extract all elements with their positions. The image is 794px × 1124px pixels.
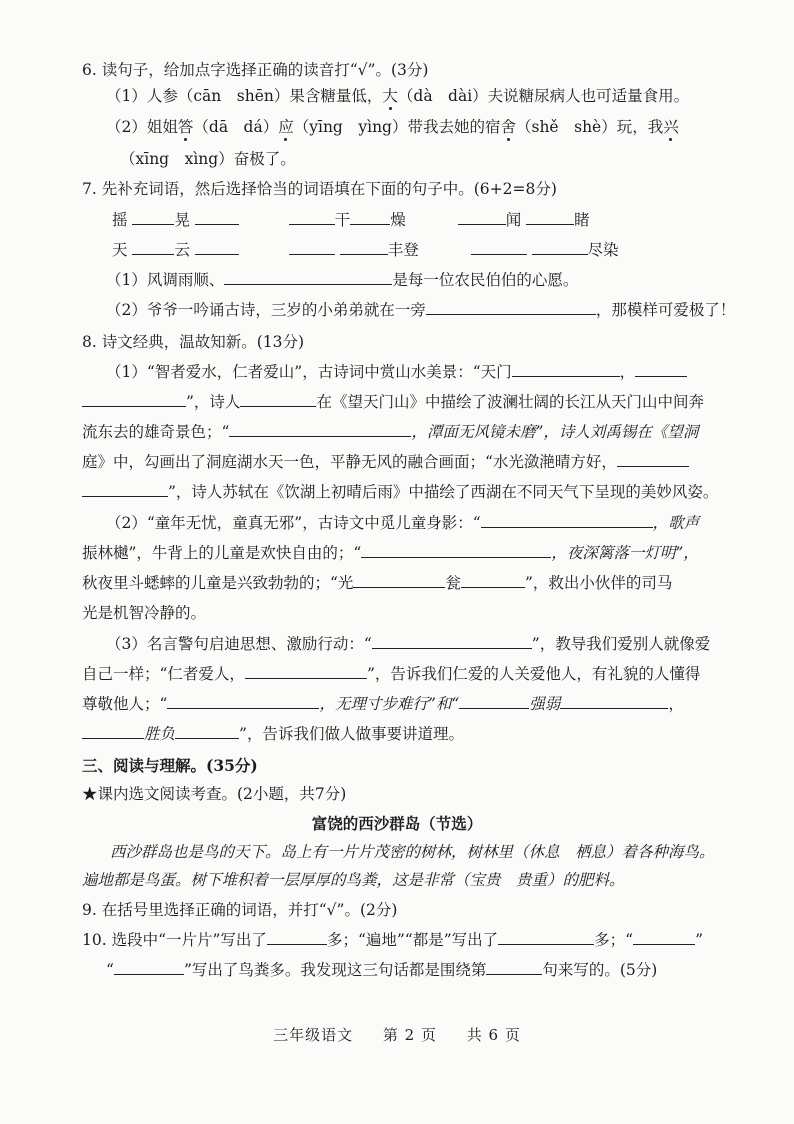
- answer-blank[interactable]: [167, 692, 319, 709]
- answer-blank[interactable]: [635, 360, 687, 377]
- footer-page-number: 第 2 页: [382, 1026, 437, 1044]
- footer-total-pages: 共 6 页: [466, 1026, 521, 1044]
- answer-blank[interactable]: [471, 238, 527, 255]
- q7-word: 天: [112, 241, 128, 259]
- answer-blank[interactable]: [560, 692, 668, 709]
- q6-s1-dotted-char: 大: [382, 87, 398, 105]
- q8-p1-l3-a: 流东去的雄奇景色；“: [82, 423, 230, 441]
- q7-word: 干: [334, 211, 351, 229]
- q7-word: 尽染: [587, 241, 619, 259]
- q8-p3-l3-c: 强弱: [529, 695, 561, 713]
- answer-blank[interactable]: [459, 692, 529, 709]
- q9-title: 9. 在括号里选择正确的词语，并打“√”。(2分): [82, 901, 398, 919]
- q8-p3-line3: [82, 692, 794, 716]
- answer-blank[interactable]: [132, 238, 174, 255]
- q7-word: 晃: [174, 211, 190, 229]
- q8-p1-l1-text: （1）“智者爱水，仁者爱山”，古诗词中赏山水美景：“天门: [106, 363, 512, 381]
- q8-p2-l2-a: 振林樾”，牛背上的儿童是欢快自由的；“: [82, 544, 362, 562]
- q7-s2-a: （2）爷爷一吟诵古诗，三岁的小弟弟就在一旁: [106, 301, 426, 319]
- q10-c: 多；“: [594, 931, 634, 949]
- q10-line1: [82, 928, 794, 952]
- q8-p3-l4-b: 胜负: [144, 725, 176, 743]
- answer-blank[interactable]: [132, 208, 174, 225]
- answer-blank[interactable]: [82, 480, 168, 497]
- q8-p2-l3-b: 瓮: [445, 574, 461, 592]
- answer-blank[interactable]: [498, 928, 594, 945]
- answer-blank[interactable]: [512, 360, 620, 377]
- footer-subject: 三年级语文: [273, 1026, 354, 1044]
- q7-word: 丰登: [387, 241, 419, 259]
- q8-p2-l1-a: （2）“童年无忧，童真无邪”，古诗文中觅儿童身影：“: [106, 514, 481, 532]
- passage-line-1: 西沙群岛也是鸟的天下。岛上有一片片茂密的树林，树林里（休息 栖息）着各种海鸟。: [110, 843, 715, 861]
- answer-blank[interactable]: [175, 722, 239, 739]
- section-3-subtitle: ★课内选文阅读考查。(2小题，共7分): [82, 785, 347, 803]
- q6-s2-d: （shě shè）玩，我: [516, 118, 664, 136]
- q8-p1-line5: [82, 480, 794, 504]
- answer-blank[interactable]: [461, 571, 525, 588]
- q6-s2-b: （dā dá）: [193, 118, 279, 136]
- q6-sentence-1: [106, 84, 794, 108]
- q8-p1-l2-c: 在《望天门山》中描绘了波澜壮阔的长江从天门山中间奔: [316, 393, 704, 411]
- q10-d: ”: [695, 931, 704, 949]
- q7-word: 闻: [505, 211, 522, 229]
- q6-s2-dot2: 应: [278, 118, 294, 136]
- q10-a: 10. 选段中“一片片”写出了: [82, 931, 267, 949]
- q10-l2-a: “: [106, 961, 114, 979]
- q8-p2-l1-b: ，歌声: [652, 514, 700, 532]
- q8-p1-l2-b: ”，诗人: [186, 393, 241, 411]
- q6-s2-dot3: 舍: [500, 118, 516, 136]
- passage-title: 富饶的西沙群岛（节选）: [311, 814, 483, 833]
- q8-p2-l3-a: 秋夜里斗蟋蟀的儿童是兴致勃勃的；“光: [82, 574, 354, 592]
- q8-p3-l1-a: （3）名言警句启迪思想、激励行动：“: [106, 635, 372, 653]
- q7-s1-a: （1）风调雨顺、: [106, 271, 225, 289]
- q7-s1-b: 是每一位农民伯伯的心愿。: [392, 271, 579, 289]
- q6-s2-dot1: 答: [177, 118, 194, 136]
- q8-p2-line2: [82, 541, 794, 565]
- q8-p2-line4: 光是机智冷静的。: [82, 604, 207, 622]
- q8-p3-line4: [82, 722, 794, 746]
- q6-title: 6. 读句子，给加点字选择正确的读音打“√”。(3分): [82, 61, 429, 79]
- answer-blank[interactable]: [240, 390, 316, 407]
- q7-sentence-1: [106, 268, 794, 292]
- answer-blank[interactable]: [372, 632, 532, 649]
- answer-blank[interactable]: [486, 958, 542, 975]
- q8-p3-line2: [82, 662, 794, 686]
- q10-l2-b: ”写出了鸟粪多。我发现这三句话都是围绕第: [183, 961, 487, 979]
- answer-blank[interactable]: [229, 420, 411, 437]
- answer-blank[interactable]: [340, 238, 388, 255]
- answer-blank[interactable]: [267, 928, 327, 945]
- q8-p2-l2-b: ，夜深篱落一灯明”，: [551, 544, 699, 562]
- answer-blank[interactable]: [458, 208, 506, 225]
- q8-p3-l3-b: ，无理寸步难行”和“: [319, 695, 460, 713]
- q8-p1-l5-b: ”，诗人苏轼在《饮湖上初晴后雨》中描绘了西湖在不同天气下呈现的美妙风姿。: [168, 483, 719, 501]
- q7-word: 云: [174, 241, 190, 259]
- answer-blank[interactable]: [426, 298, 596, 315]
- q8-p1-l3-b: ，潭面无风镜未磨”，诗人刘禹锡在《望洞: [411, 423, 699, 441]
- page-footer: [0, 1024, 794, 1045]
- answer-blank[interactable]: [633, 928, 695, 945]
- q6-s1-text-a: （1）人参（cān shēn）果含糖量低，: [106, 87, 383, 105]
- q8-title: 8. 诗文经典，温故知新。(13分): [82, 333, 305, 351]
- q7-word-row-2: [112, 238, 794, 262]
- q8-p1-line4: [82, 450, 794, 474]
- answer-blank[interactable]: [195, 208, 239, 225]
- answer-blank[interactable]: [481, 511, 653, 528]
- answer-blank[interactable]: [114, 958, 184, 975]
- answer-blank[interactable]: [82, 390, 186, 407]
- answer-blank[interactable]: [289, 208, 335, 225]
- q6-s1-text-b: （dà dài）夫说糖尿病人也可适量食用。: [397, 87, 690, 105]
- section-3-title: 三、阅读与理解。(35分): [82, 756, 258, 775]
- answer-blank[interactable]: [361, 541, 551, 558]
- answer-blank[interactable]: [353, 571, 445, 588]
- q8-p3-line1: [106, 632, 794, 656]
- q8-p3-l2-a: 自己一样；“仁者爱人，: [82, 665, 245, 683]
- passage-line-2: 遍地都是鸟蛋。树下堆积着一层厚厚的鸟粪，这是非常（宝贵 贵重）的肥料。: [82, 871, 625, 889]
- q8-p2-line1: [106, 511, 794, 535]
- q7-word: 燥: [390, 211, 406, 229]
- q8-p3-l3-a: 尊敬他人；“: [82, 695, 168, 713]
- answer-blank[interactable]: [224, 268, 392, 285]
- q8-p3-l2-b: ”，告诉我们仁爱的人关爱他人，有礼貌的人懂得: [366, 665, 701, 683]
- q7-word: 摇: [112, 211, 128, 229]
- answer-blank[interactable]: [289, 238, 335, 255]
- q7-word-row-1: [112, 208, 794, 232]
- q10-l2-c: 句来写的。(5分): [542, 961, 658, 979]
- q8-p3-l4-c: ”，告诉我们做人做事要讲道理。: [239, 725, 464, 743]
- q7-title: 7. 先补充词语，然后选择恰当的词语填在下面的句子中。(6+2=8分): [82, 180, 557, 198]
- q6-s2-c: （yīng yìng）带我去她的宿: [293, 118, 501, 136]
- q10-b: 多；“遍地”“都是”写出了: [326, 931, 499, 949]
- q6-s2-a: （2）姐姐: [106, 118, 178, 136]
- q8-p1-line3: [82, 420, 794, 444]
- q8-p1-line2: [82, 390, 794, 414]
- q8-p2-l3-c: ”，救出小伙伴的司马: [524, 574, 673, 592]
- q7-word: 睹: [574, 211, 590, 229]
- answer-blank[interactable]: [350, 208, 390, 225]
- q8-p3-l3-d: ，: [668, 695, 684, 713]
- answer-blank[interactable]: [526, 208, 574, 225]
- q7-sentence-2: [106, 298, 794, 322]
- answer-blank[interactable]: [532, 238, 588, 255]
- q10-line2: [106, 958, 794, 982]
- answer-blank[interactable]: [195, 238, 239, 255]
- q8-p2-line3: [82, 571, 794, 595]
- answer-blank[interactable]: [245, 662, 367, 679]
- q8-p1-line1: （1）“智者爱水，仁者爱山”，古诗词中赏山水美景：“天门 ，: [106, 360, 794, 384]
- q6-s2-dot4: 兴: [663, 118, 679, 136]
- q7-s2-b: ，那模样可爱极了！: [595, 301, 736, 319]
- q8-p1-l4-text: 庭》中，勾画出了洞庭湖水天一色，平静无风的融合画面；“水光潋滟晴方好，: [82, 453, 617, 471]
- answer-blank[interactable]: [617, 450, 689, 467]
- q6-sentence-2-cont: （xīng xìng）奋极了。: [120, 150, 296, 168]
- q8-p3-l1-b: ”，教导我们爱别人就像爱: [531, 635, 711, 653]
- answer-blank[interactable]: [82, 722, 144, 739]
- q6-sentence-2: [106, 115, 794, 139]
